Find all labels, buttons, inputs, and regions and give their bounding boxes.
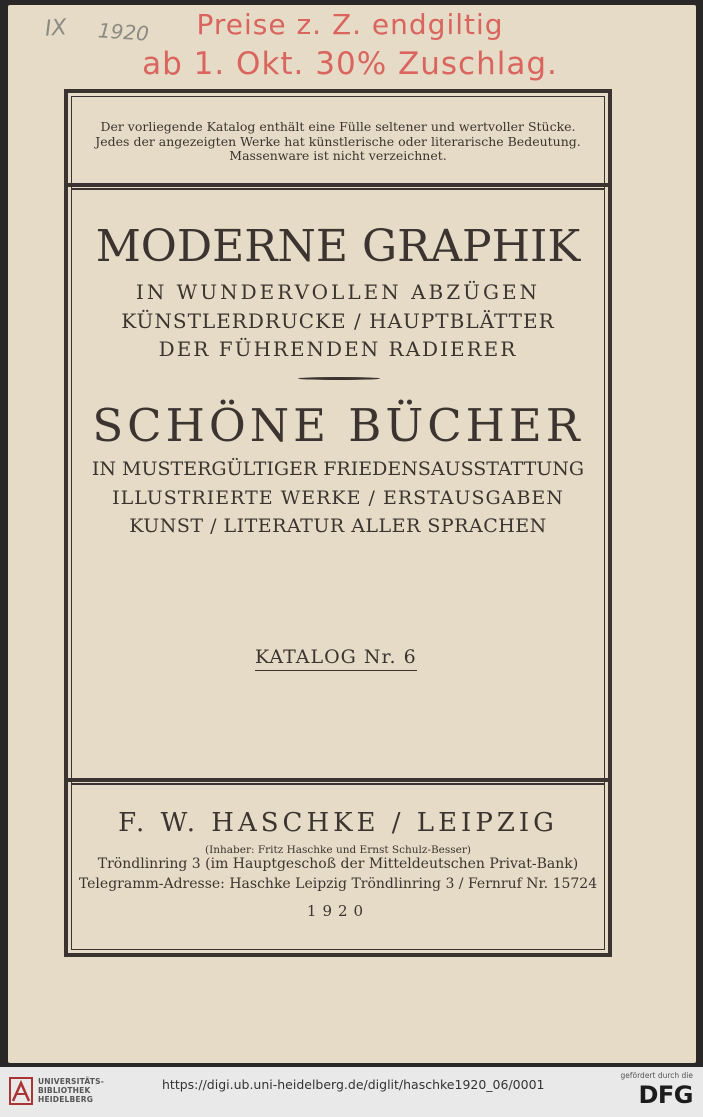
notice-line: Der vorliegende Katalog enthält eine Fülle seltener und wertvoller Stücke.	[100, 119, 576, 134]
pencil-annotation-year: 1920	[97, 18, 150, 46]
catalog-number: KATALOG Nr. 6	[255, 646, 417, 671]
permalink-url[interactable]: https://digi.ub.uni-heidelberg.de/diglit/haschke1920_06/0001	[162, 1077, 545, 1092]
graphics-title: MODERNE GRAPHIK	[95, 221, 581, 272]
publisher-name: F. W. HASCHKE / LEIPZIG	[118, 808, 558, 838]
price-stamp-line1: Preise z. Z. endgiltig	[196, 8, 504, 41]
notice-line: Massenware ist nicht verzeichnet.	[229, 148, 447, 163]
books-title: SCHÖNE BÜCHER	[92, 399, 584, 452]
top-divider	[68, 183, 608, 187]
notice-line: Jedes der angezeigten Werke hat künstlerische oder literarische Bedeutung.	[95, 133, 581, 149]
top-divider-thin	[71, 188, 605, 190]
catalog-notice	[75, 120, 601, 164]
dfg-logo[interactable]: DFG	[638, 1081, 693, 1109]
graphics-subtitle-1: IN WUNDERVOLLEN ABZÜGEN	[135, 280, 541, 304]
publisher-telegram: Telegramm-Adresse: Haschke Leipzig Tröndlinring 3 / Fernruf Nr. 15724	[78, 876, 598, 892]
university-library-logo-icon[interactable]	[8, 1075, 34, 1107]
ornamental-rule	[298, 377, 380, 380]
graphics-subtitle-3: DER FÜHRENDEN RADIERER	[158, 337, 518, 361]
publisher-owner: (Inhaber: Fritz Haschke und Ernst Schulz-Besser)	[204, 844, 472, 856]
publisher-address: Tröndlinring 3 (im Hauptgeschoß der Mitteldeutschen Privat-Bank)	[97, 856, 579, 872]
viewer-footer	[0, 1067, 703, 1117]
price-stamp-line2: ab 1. Okt. 30% Zuschlag.	[142, 46, 558, 82]
bottom-divider	[68, 778, 608, 782]
pencil-annotation-numeral: IX	[44, 15, 68, 42]
graphics-subtitle-2: KÜNSTLERDRUCKE / HAUPTBLÄTTER	[121, 309, 555, 333]
library-name[interactable]: UNIVERSITÄTS- BIBLIOTHEK HEIDELBERG	[38, 1077, 105, 1104]
books-subtitle-3: KUNST / LITERATUR ALLER SPRACHEN	[129, 515, 547, 537]
dfg-caption: gefördert durch die	[620, 1071, 693, 1080]
bottom-divider-thin	[71, 783, 605, 785]
publication-year: 1920	[306, 902, 370, 920]
books-subtitle-2: ILLUSTRIERTE WERKE / ERSTAUSGABEN	[112, 487, 564, 509]
books-subtitle-1: IN MUSTERGÜLTIGER FRIEDENSAUSSTATTUNG	[91, 458, 585, 480]
